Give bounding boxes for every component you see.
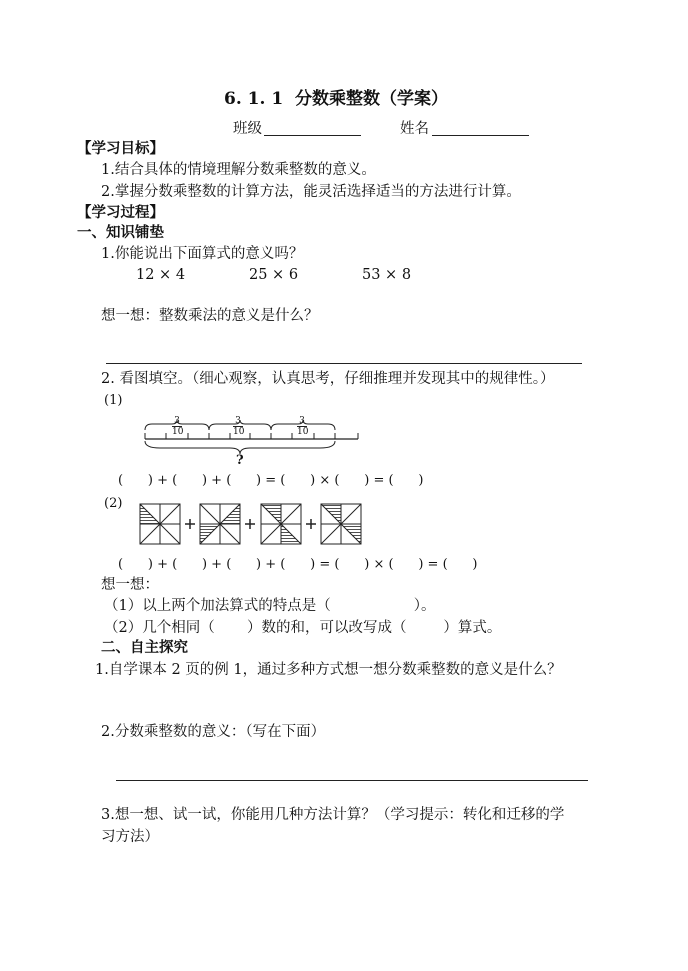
think-item: （1）以上两个加法算式的特点是（ ）。 xyxy=(104,598,436,614)
class-blank[interactable] xyxy=(264,135,361,136)
class-label: 班级 xyxy=(233,121,262,137)
expression: 12 × 4 xyxy=(136,267,186,283)
square-divided-diagram xyxy=(138,502,363,547)
name-blank[interactable] xyxy=(432,135,529,136)
part2-question-3: 3.想一想、试一试，你能用几种方法计算？（学习提示：转化和迁移的学 xyxy=(101,807,565,823)
think-prompt: 想一想：整数乘法的意义是什么？ xyxy=(101,308,319,324)
question-mark: ? xyxy=(236,453,244,468)
process-heading: 【学习过程】 xyxy=(77,204,164,221)
part2-question-3-cont: 习方法） xyxy=(101,829,159,845)
answer-line[interactable] xyxy=(106,363,582,364)
part2-question-1: 1.自学课本 2 页的例 1，通过多种方式想一想分数乘整数的意义是什么？ xyxy=(95,662,562,678)
segment-brace-diagram xyxy=(140,420,365,455)
formula-2[interactable]: ( ) + ( ) + ( ) + ( ) = ( ) × ( ) = ( ) xyxy=(118,557,478,572)
think-item: （2）几个相同（ ）数的和，可以改写成（ ）算式。 xyxy=(104,620,502,636)
fraction-label: 3 10 xyxy=(233,416,245,437)
think-prompt-2: 想一想： xyxy=(101,577,159,593)
expression: 53 × 8 xyxy=(362,267,412,283)
goal-item: 2.掌握分数乘整数的计算方法，能灵活选择适当的方法进行计算。 xyxy=(101,184,521,200)
part1-question-2: 2. 看图填空。（细心观察，认真思考，仔细推理并发现其中的规律性。） xyxy=(101,371,555,387)
part1-question-1: 1.你能说出下面算式的意义吗？ xyxy=(101,246,304,262)
answer-line[interactable] xyxy=(116,780,588,781)
goals-heading: 【学习目标】 xyxy=(77,140,164,157)
name-label: 姓名 xyxy=(400,121,429,137)
part2-heading: 二、自主探究 xyxy=(101,639,188,656)
goal-item: 1.结合具体的情境理解分数乘整数的意义。 xyxy=(101,162,376,178)
formula-1[interactable]: ( ) + ( ) + ( ) = ( ) × ( ) = ( ) xyxy=(118,473,424,488)
part2-question-2: 2.分数乘整数的意义：（写在下面） xyxy=(101,724,326,740)
part1-heading: 一、知识铺垫 xyxy=(77,224,164,241)
fraction-label: 3 10 xyxy=(297,416,309,437)
diagram-2-label: (2) xyxy=(104,496,123,511)
fraction-label: 3 10 xyxy=(172,416,184,437)
page-title: 6. 1. 1 分数乘整数（学案） xyxy=(224,89,448,109)
expression: 25 × 6 xyxy=(249,267,299,283)
diagram-1-label: (1) xyxy=(104,393,123,408)
